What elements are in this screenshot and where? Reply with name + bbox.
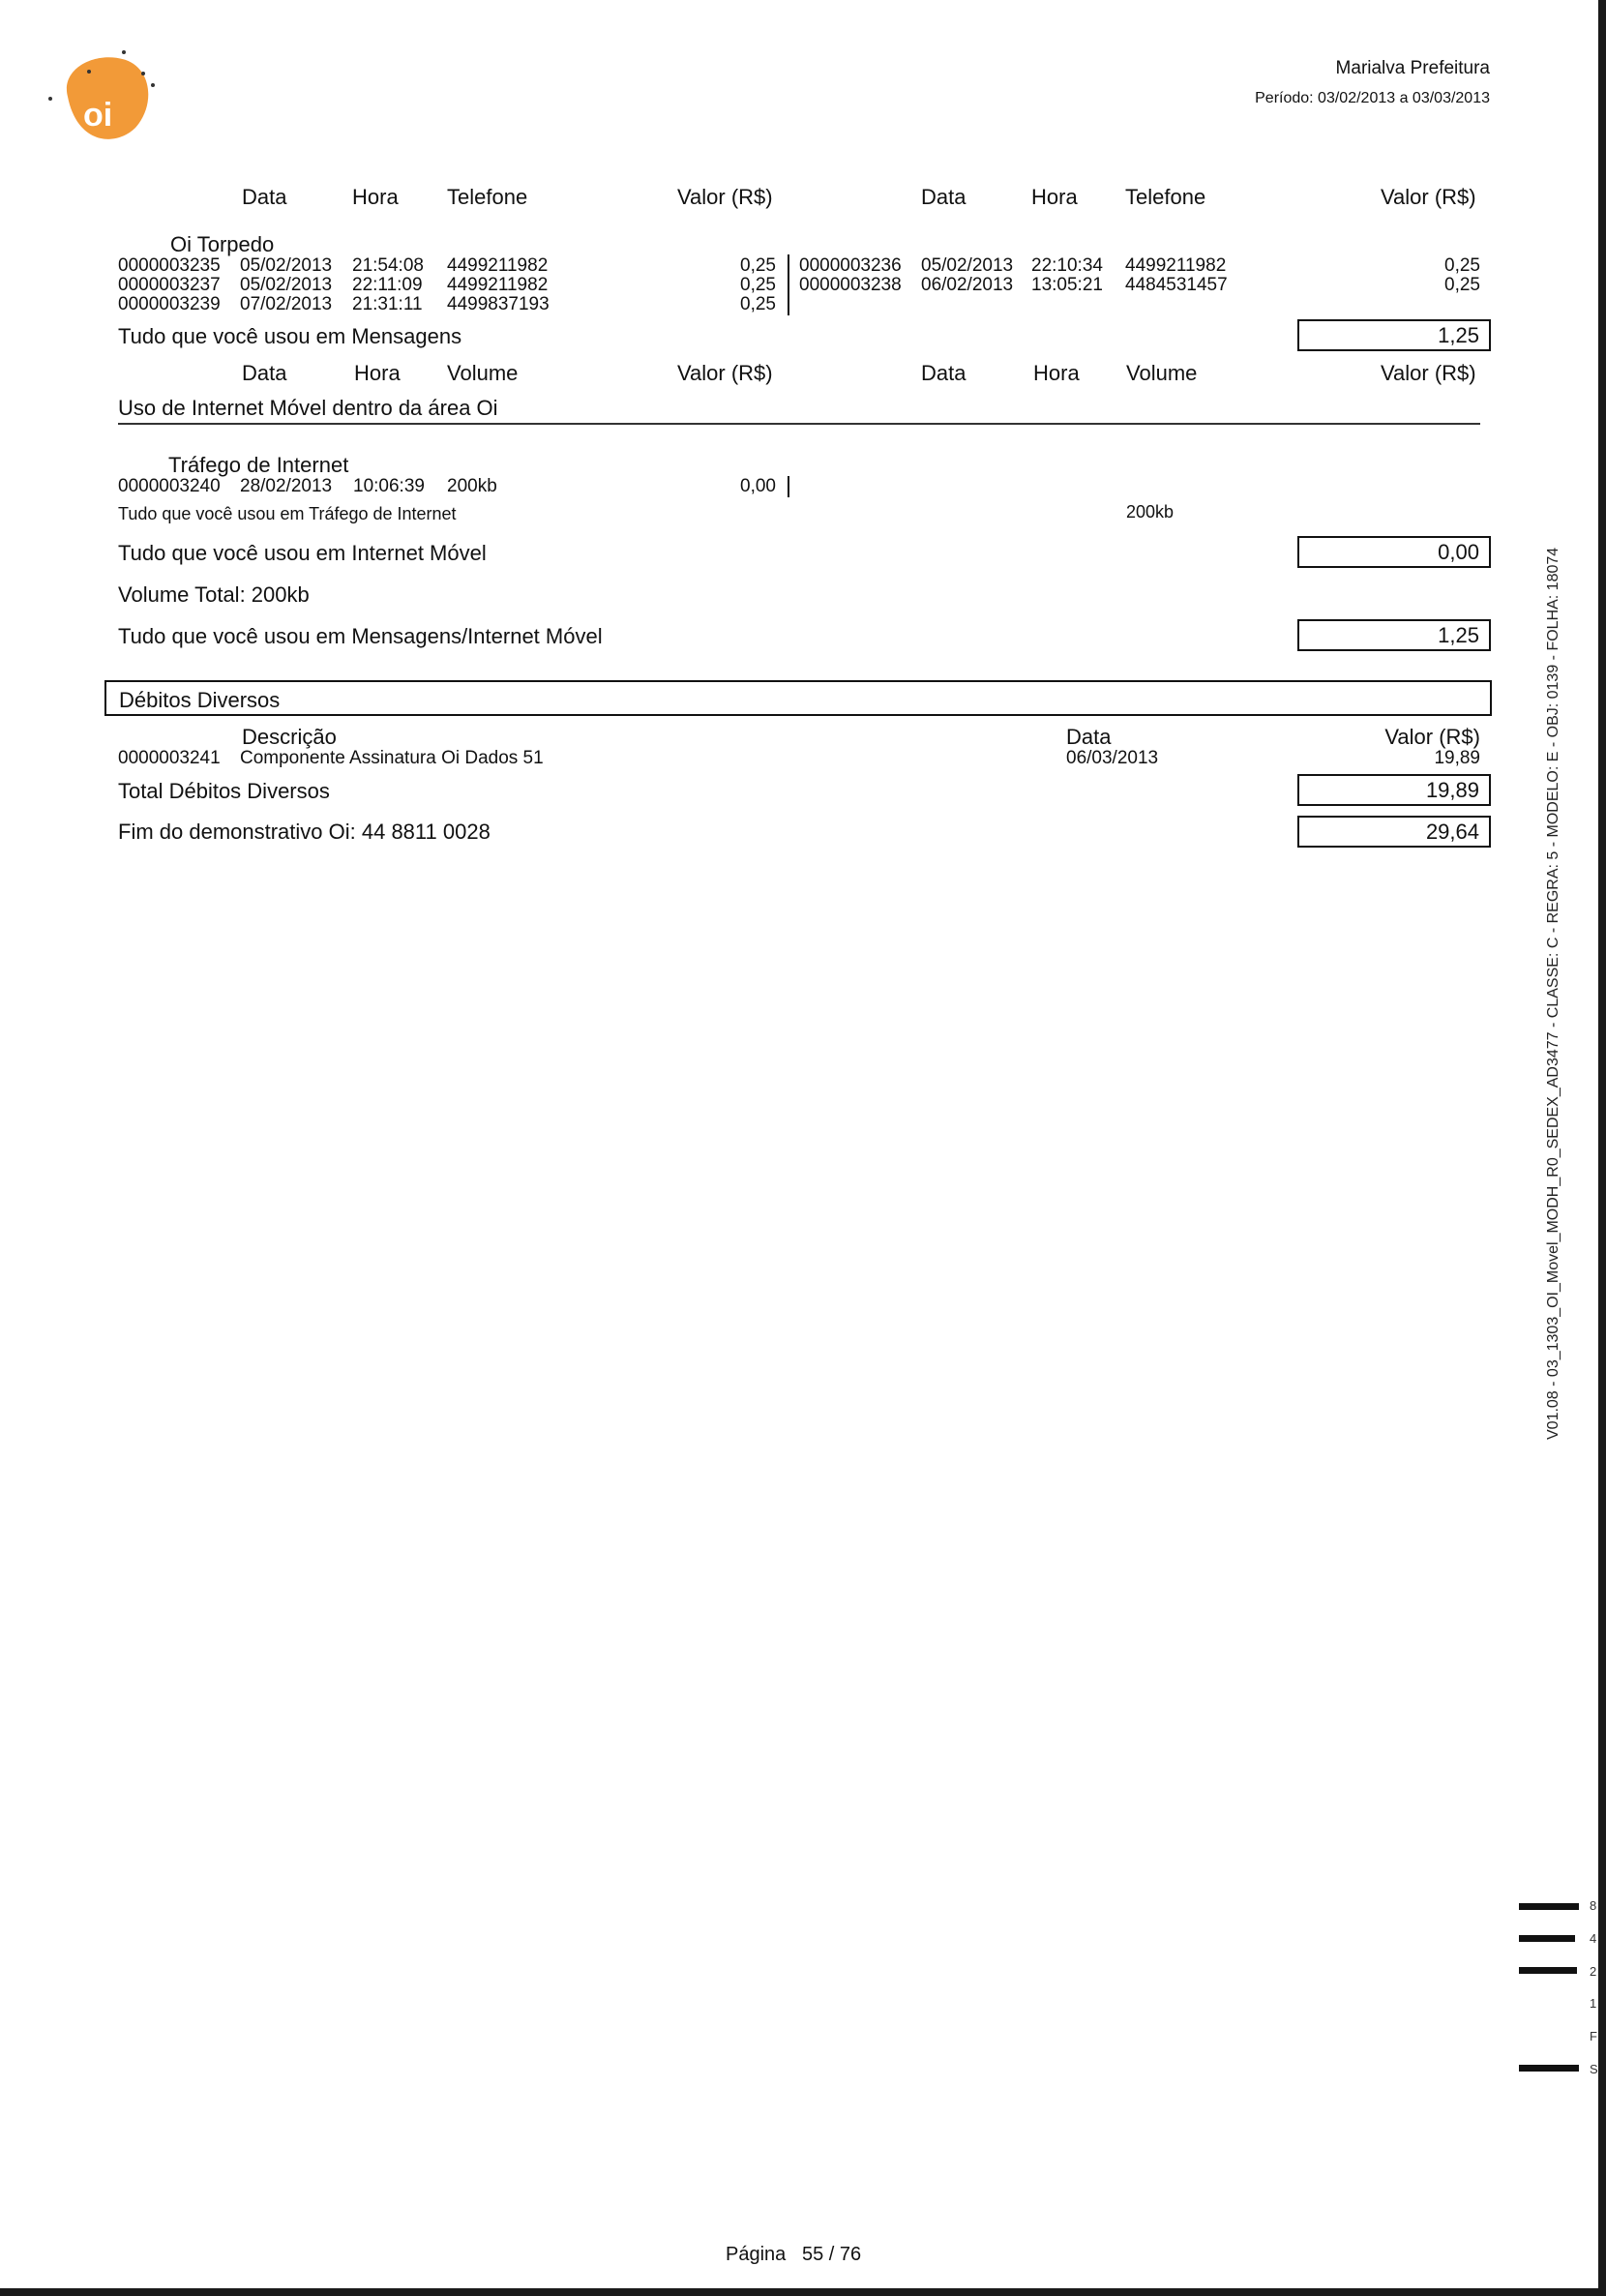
code-letter: 2 (1590, 1964, 1597, 1979)
column-separator (788, 476, 789, 497)
col-header-volume-right: Volume (1126, 361, 1198, 385)
divider (118, 423, 1480, 425)
section-internet-title: Uso de Internet Móvel dentro da área Oi (118, 396, 498, 420)
combined-total-label: Tudo que você usou em Mensagens/Internet Móvel (118, 624, 603, 648)
col-header-hora: Hora (354, 361, 401, 385)
mobile-total-value: 0,00 (1297, 536, 1491, 568)
code-bar (1519, 2065, 1579, 2072)
col-header-valor-right: Valor (R$) (1381, 185, 1476, 209)
page-number: Página 55 / 76 (726, 2244, 862, 2265)
section-oi-torpedo: Oi Torpedo (170, 232, 275, 256)
billing-period: Período: 03/02/2013 a 03/03/2013 (1255, 90, 1490, 106)
col-header-telefone: Telefone (447, 185, 528, 209)
code-letter: S (1590, 2062, 1598, 2076)
col-header-descricao: Descrição (242, 725, 337, 749)
col-header-valor: Valor (R$) (677, 185, 773, 209)
code-letter: 4 (1590, 1931, 1597, 1946)
column-separator (788, 254, 789, 315)
messages-total-value: 1,25 (1297, 319, 1491, 351)
col-header-valor-right: Valor (R$) (1381, 361, 1476, 385)
statement-end-label: Fim do demonstrativo Oi: 44 8811 0028 (118, 820, 491, 844)
col-header-volume: Volume (447, 361, 519, 385)
traffic-total-volume: 200kb (1126, 502, 1175, 522)
code-bar (1519, 1903, 1579, 1910)
debitos-header-box (104, 680, 1492, 716)
col-header-valor: Valor (R$) (677, 361, 773, 385)
oi-logo (39, 39, 164, 155)
combined-total-value: 1,25 (1297, 619, 1491, 651)
traffic-total-label: Tudo que você usou em Tráfego de Internet (118, 504, 457, 523)
debitos-total-label: Total Débitos Diversos (118, 779, 330, 803)
debitos-title: Débitos Diversos (119, 688, 281, 712)
code-letter: 8 (1590, 1898, 1597, 1913)
col-header-data-right: Data (921, 361, 967, 385)
messages-total-label: Tudo que você usou em Mensagens (118, 324, 462, 348)
svg-text:oi: oi (83, 97, 113, 134)
code-letter: 1 (1590, 1996, 1597, 2011)
customer-name: Marialva Prefeitura (1335, 58, 1490, 78)
col-header-valor: Valor (R$) (1384, 725, 1480, 749)
col-header-data: Data (242, 185, 287, 209)
document-page: oi Marialva Prefeitura Período: 03/02/2013 a 03/03/2013 Data Hora Telefone Valor (R$) Data Hora Telefone Valor (R$) Oi Torpedo 0000003235 05/02/2013 21:54:08 4499211982 0,25 0000003237 05/02/2013 22:11:09 4499211982 0,25 0000003239 07/02/2013 21:31:11 4499837193 0,25 0000003236 05/02/2013 22:10:34 4499211982 0,25 0000003238 06/02/2013 13:05:21 4484531457 0,25 Tudo que você usou em Mensagens 1,25 Data Hora Volume Valor (R$) Data Hora Volume Valor (R$) Uso de Internet Móvel dentro da área Oi Tráfego de Internet 0000003240 28/02/2013 10:06:39 200kb 0,00 Tudo que você usou em Tráfego de Internet 200kb Tudo que você usou em Internet Móvel 0,00 Volume Total: 200kb Tudo que você usou em Mensagens/Internet Móvel 1,25 Débitos Diversos Descrição Data Valor (R$) 0000003241 Componente Assinatura Oi Dados 51 06/03/2013 19,89 Total Débitos Diversos 19,89 Fim do demonstrativo Oi: 44 8811 0028 29,64 V01.08 - 03_1303_OI_Movel_MODH_R0_SEDEX_AD3477 - CLASSE: C - REGRA: 5 - MODELO: E - OBJ: 0139 - FOLHA: 18074 8 4 2 1 F S Página 55 / 76 (0, 0, 1598, 2288)
section-traffic-title: Tráfego de Internet (168, 453, 349, 477)
code-bar (1519, 1967, 1577, 1974)
col-header-telefone-right: Telefone (1125, 185, 1206, 209)
code-bar (1519, 1935, 1575, 1942)
col-header-data-right: Data (921, 185, 967, 209)
code-letter: F (1590, 2029, 1597, 2043)
volume-total: Volume Total: 200kb (118, 582, 310, 607)
col-header-hora-right: Hora (1033, 361, 1080, 385)
col-header-data: Data (1066, 725, 1112, 749)
mobile-total-label: Tudo que você usou em Internet Móvel (118, 541, 487, 565)
col-header-hora: Hora (352, 185, 399, 209)
col-header-data: Data (242, 361, 287, 385)
col-header-hora-right: Hora (1031, 185, 1078, 209)
side-reference-code: V01.08 - 03_1303_OI_Movel_MODH_R0_SEDEX_AD3477 - CLASSE: C - REGRA: 5 - MODELO: E - OBJ: 0139 - FOLHA: 18074 (1545, 547, 1561, 1440)
statement-end-value: 29,64 (1297, 816, 1491, 848)
debitos-total-value: 19,89 (1297, 774, 1491, 806)
